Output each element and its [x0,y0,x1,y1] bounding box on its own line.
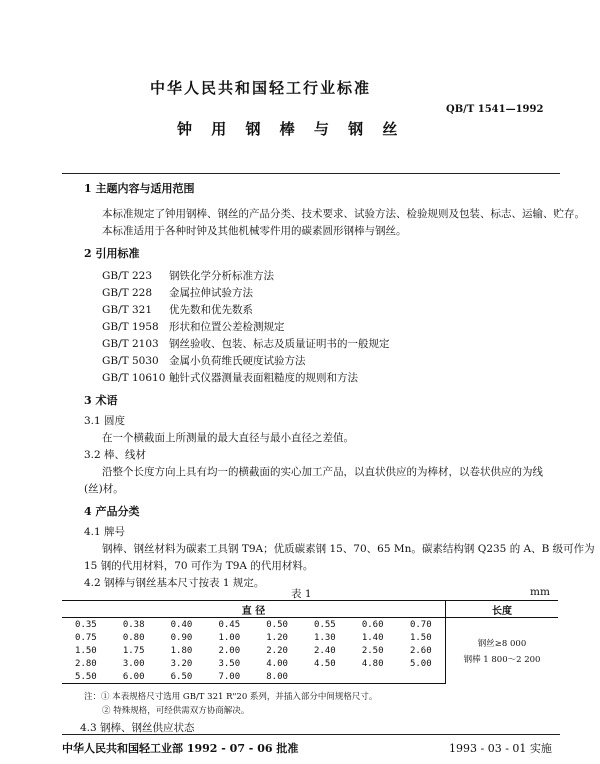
section-3-heading: 3 术语 [84,394,118,407]
table-cell: 1.80 [170,645,193,656]
table-cell: 4.80 [361,658,384,669]
reference-code: GB/T 2103 [102,338,159,350]
reference-code: GB/T 228 [102,287,153,299]
table-cell [349,670,397,684]
table-cell: 1.30 [314,632,336,643]
dimension-table [62,600,558,684]
table-caption: 表 1 [291,588,312,600]
reference-item [102,268,274,283]
table-cell: 2.80 [75,658,97,669]
length-cell [446,618,559,684]
implementation-date: 1993 - 03 - 01 实施 [449,742,552,755]
header-rule [62,173,560,174]
table-cell: 0.75 [75,632,97,643]
term-3-2-body-2: (丝)材。 [84,483,124,495]
table-cell: 1.20 [266,632,288,643]
table-cell: 7.00 [205,670,253,684]
table-cell: 1.40 [361,632,384,643]
clause-4-3-heading: 4.3 钢棒、钢丝供应状态 [80,722,195,734]
table-cell: 0.50 [266,619,288,630]
table-cell: 0.40 [170,619,193,630]
table-cell: 2.00 [218,645,241,656]
table-cell [397,670,446,684]
table-cell: 5.00 [409,658,432,669]
table-cell: 2.60 [409,645,432,656]
reference-code: GB/T 5030 [102,355,159,367]
table-cell: 8.00 [253,670,301,684]
reference-title: 钢铁化学分析标准方法 [169,270,274,282]
table-unit: mm [530,586,550,598]
section-4-heading: 4 产品分类 [84,505,140,518]
table-cell: 2.40 [314,645,336,656]
table-row [62,618,558,632]
reference-code: GB/T 10610 [102,372,166,384]
table-cell: 0.55 [314,619,336,630]
standard-category: 中华人民共和国轻工行业标准 [150,79,372,97]
table-cell: 2.20 [266,645,288,656]
term-3-2-body-1: 沿整个长度方向上具有均一的横截面的实心加工产品，以直状供应的为棒材，以卷状供应的为线 [102,466,543,478]
approval-line: 中华人民共和国轻工业部 1992 - 07 - 06 批准 [62,742,299,755]
clause-4-2-heading: 4.2 钢棒与钢丝基本尺寸按表 1 规定。 [84,577,265,589]
table-cell: 1.00 [218,632,241,643]
term-3-1-heading: 3.1 圆度 [84,415,126,427]
reference-item [102,353,306,368]
table-cell: 0.80 [122,632,145,643]
section-1-para-2: 本标准适用于各种时钟及其他机械零件用的碳素圆形钢棒与钢丝。 [102,225,407,237]
table-cell: 0.38 [122,619,145,630]
table-cell: 0.60 [361,619,384,630]
footer-rule [62,734,560,735]
reference-title: 优先数和优先数系 [169,304,253,316]
reference-item [102,285,253,300]
reference-title: 钢丝验收、包装、标志及质量证明书的一般规定 [169,338,390,350]
table-note-2: ② 特殊规格，可经供需双方协商解决。 [102,706,250,716]
reference-code: GB/T 321 [102,304,153,316]
section-2-heading: 2 引用标准 [84,247,140,260]
table-cell: 4.50 [314,658,336,669]
table-cell: 3.50 [218,658,241,669]
section-1-para-1: 本标准规定了钟用钢棒、钢丝的产品分类、技术要求、试验方法、检验规则及包装、标志、运输、贮存。 [102,208,585,220]
reference-title: 触针式仪器测量表面粗糙度的规则和方法 [169,372,358,384]
length-header: 长度 [446,601,559,618]
standard-code: QB/T 1541—1992 [446,104,544,115]
table-cell: 0.35 [75,619,97,630]
table-cell: 1.50 [409,632,432,643]
section-1-heading: 1 主题内容与适用范围 [84,182,195,195]
diameter-header: 直 径 [62,601,446,618]
term-3-1-body: 在一个横截面上所测量的最大直径与最小直径之差值。 [102,432,354,444]
reference-code: GB/T 223 [102,270,153,282]
table-cell: 0.45 [218,619,241,630]
table-cell: 2.50 [361,645,384,656]
table-cell: 0.70 [409,619,432,630]
clause-4-1-heading: 4.1 牌号 [84,526,126,538]
reference-title: 形状和位置公差检测规定 [169,321,285,333]
length-wire: 钢丝≥8 000 [477,638,527,649]
table-cell: 6.00 [110,670,158,684]
clause-4-1-para-1: 钢棒、钢丝材料为碳素工具钢 T9A；优质碳素钢 15、70、65 Mn。碳素结构钢 Q235 的 A、B 级可作为 [102,543,595,555]
table-cell: 0.90 [170,632,193,643]
table-cell: 5.50 [62,670,110,684]
table-cell: 3.00 [122,658,145,669]
term-3-2-heading: 3.2 棒、线材 [84,449,147,461]
table-cell: 6.50 [158,670,206,684]
length-rod: 钢棒 1 800～2 200 [463,654,541,665]
document-title: 钟 用 钢 棒 与 钢 丝 [177,120,405,138]
reference-code: GB/T 1958 [102,321,159,333]
reference-item [102,370,358,385]
table-cell: 3.20 [170,658,193,669]
reference-item [102,302,253,317]
table-cell: 1.75 [122,645,145,656]
reference-item [102,319,285,334]
reference-title: 金属小负荷维氏硬度试验方法 [169,355,306,367]
table-note-1: 注：① 本表规格尺寸选用 GB/T 321 R"20 系列，并插入部分中间规格尺寸。 [84,692,378,702]
reference-title: 金属拉伸试验方法 [169,287,253,299]
clause-4-1-para-2: 15 钢的代用材料，70 可作为 T9A 的代用材料。 [84,560,314,572]
table-cell: 1.50 [75,645,97,656]
reference-item [102,336,390,351]
table-cell [301,670,349,684]
table-cell: 4.00 [266,658,288,669]
